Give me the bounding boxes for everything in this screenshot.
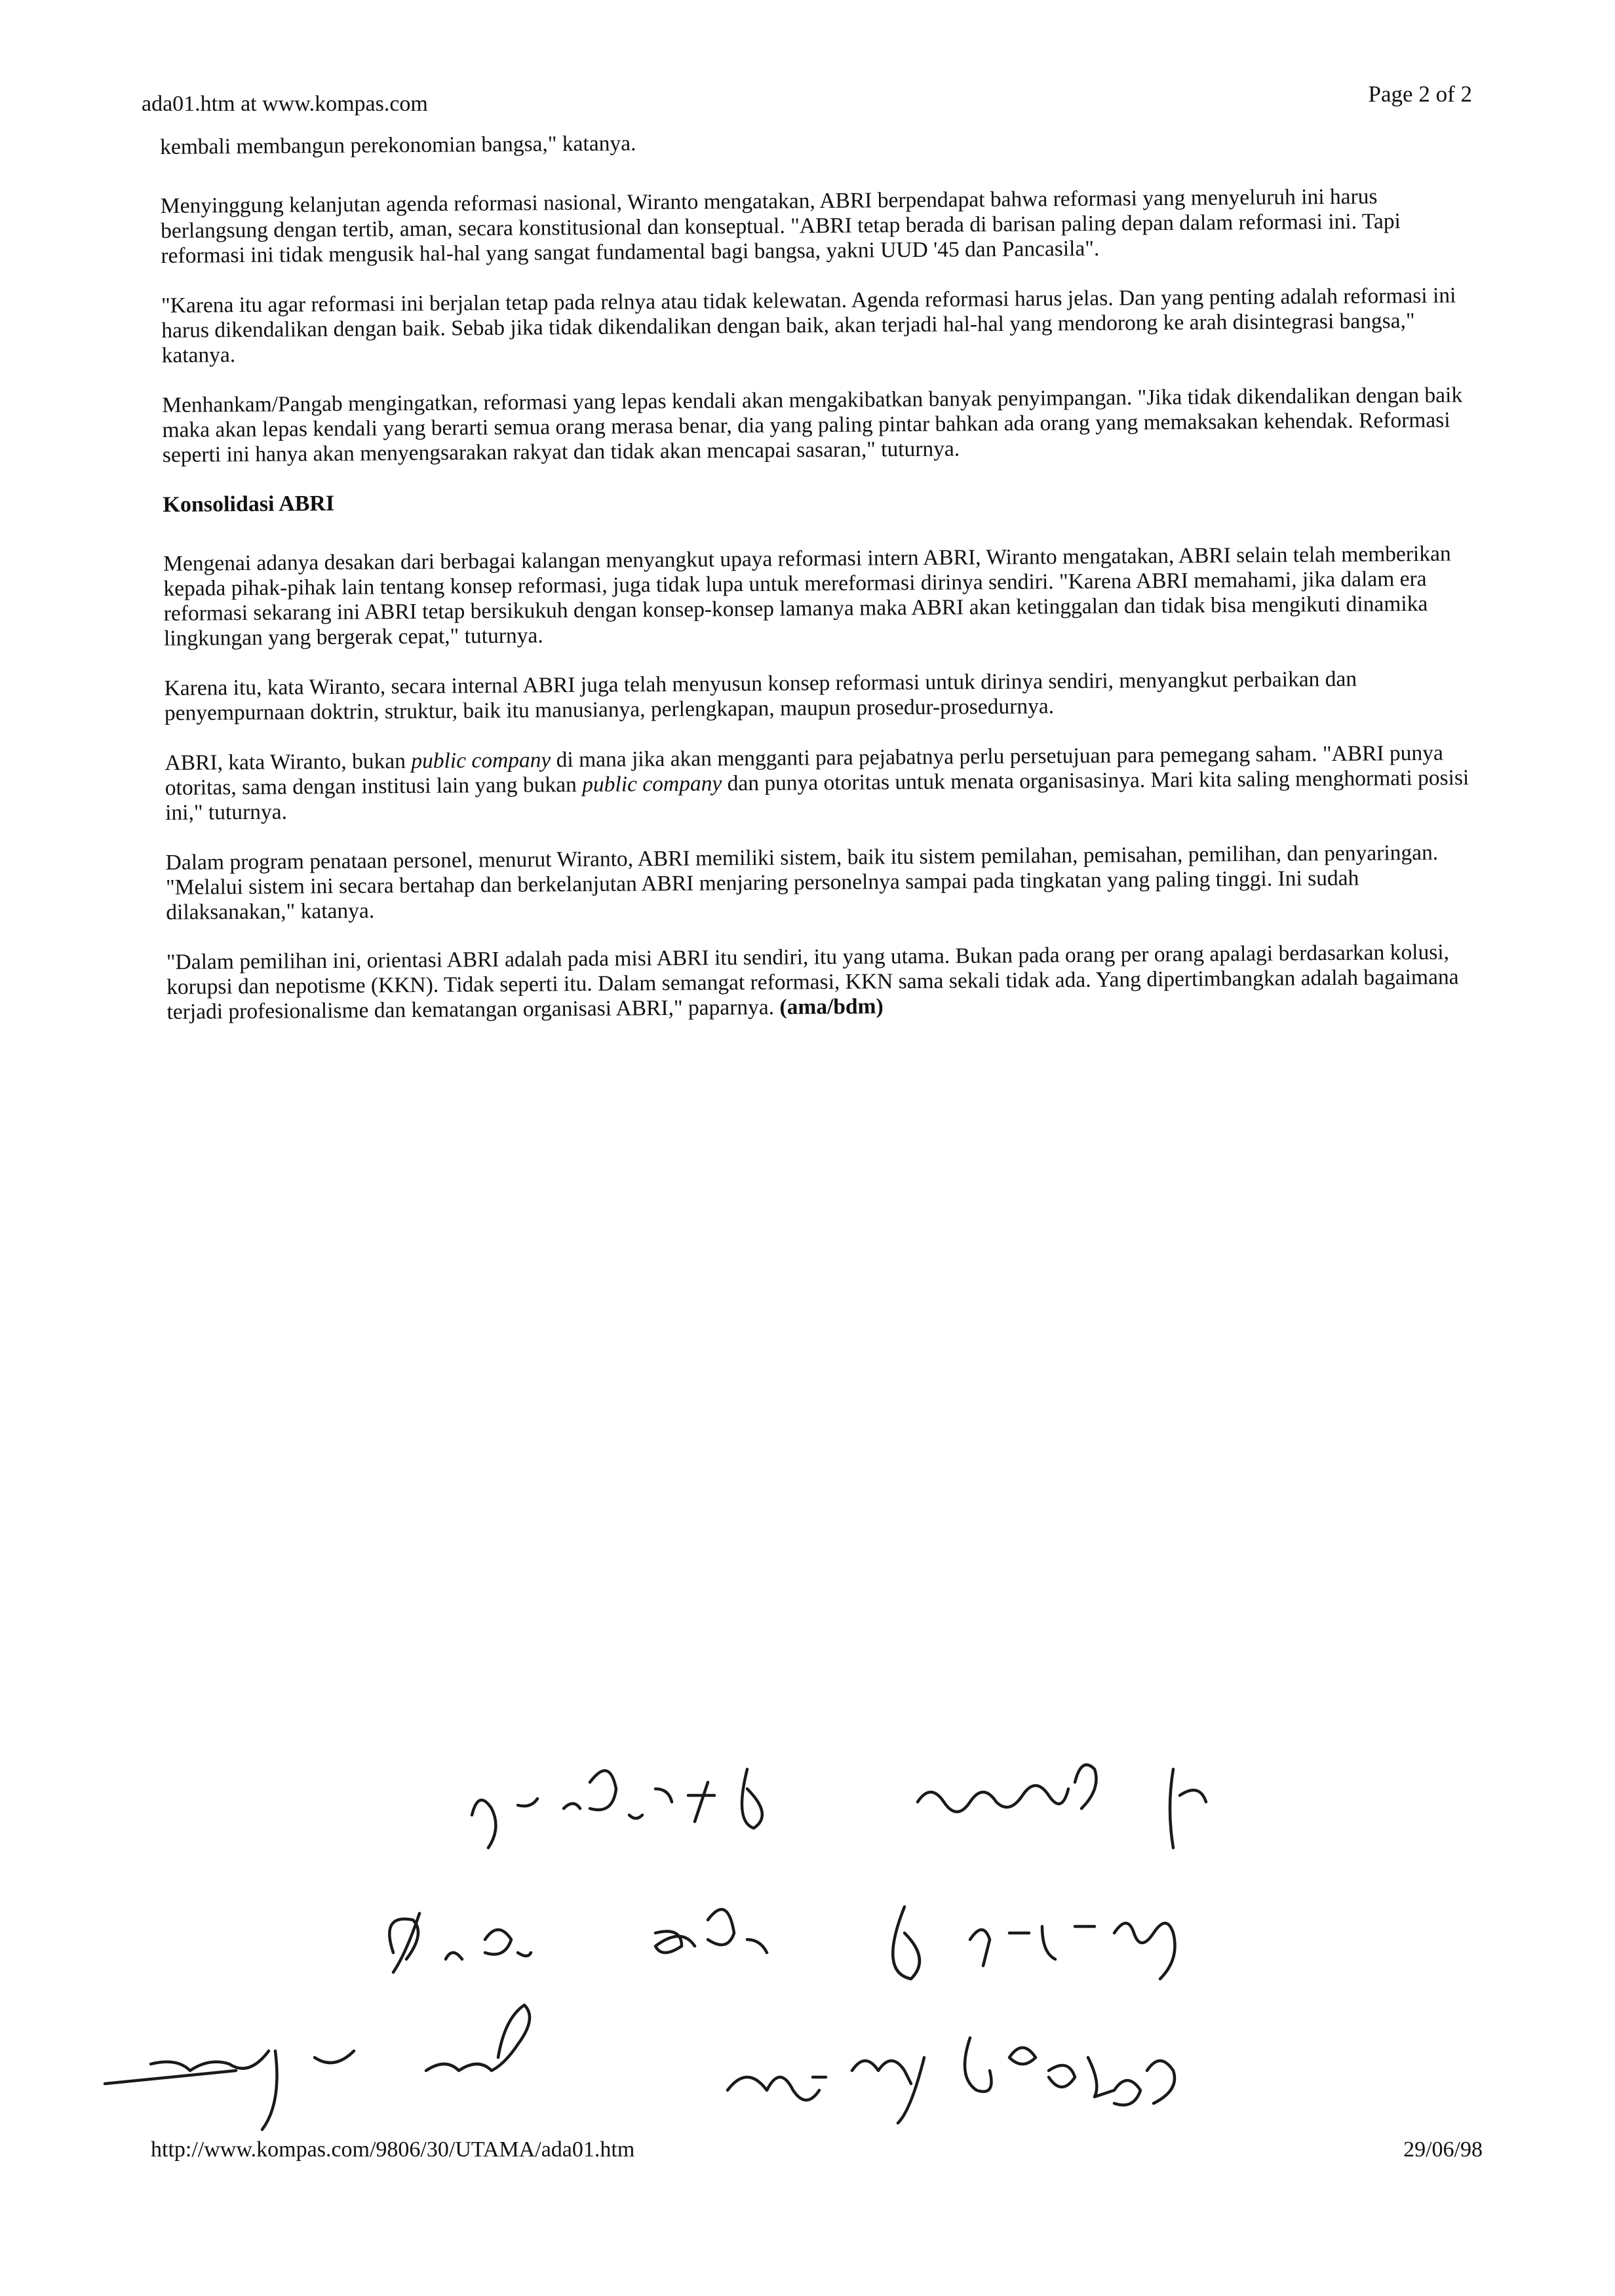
header-source: ada01.htm at www.kompas.com <box>142 92 428 116</box>
section-heading: Konsolidasi ABRI <box>163 491 335 517</box>
paragraph-6-italic-1: public company <box>411 748 551 774</box>
paragraph-0: kembali membangun perekonomian bangsa," katanya. <box>160 131 636 159</box>
paragraph-7: Dalam program penataan personel, menurut Wiranto, ABRI memiliki sistem, baik itu sistem pemilahan, pemisahan, pemilihan, dan penyaringan. "Melalui sistem ini secara bertahap dan berkelanjutan ABRI menjaring personelnya sampai pada tingkatan yang paling tinggi. Ini sudah dilaksanakan," katanya. <box>165 840 1439 925</box>
paragraph-6-part-b: di mana jika akan mengganti para pejabatnya perlu persetujuan para pemegang saham. "ABRI punya otoritas, sama dengan institusi lain yang bukan <box>165 740 1443 800</box>
page-number: Page 2 of 2 <box>1368 81 1472 107</box>
footer-date: 29/06/98 <box>1403 2137 1483 2162</box>
footer-url: http://www.kompas.com/9806/30/UTAMA/ada01.htm <box>151 2137 635 2162</box>
article-body <box>160 124 1471 1050</box>
paragraph-8-text: "Dalam pemilihan ini, orientasi ABRI adalah pada misi ABRI itu sendiri, itu yang utama. Bukan pada orang per orang apalagi berdasarkan kolusi, korupsi dan nepotisme (KKN). Tidak seperti itu. Dalam semangat reformasi, KKN sama sekali tidak ada. Yang dipertimbangkan adalah bagaimana terjadi profesionalisme dan kematangan organisasi ABRI," paparnya. <box>166 940 1459 1024</box>
paragraph-3: Menhankam/Pangab mengingatkan, reformasi yang lepas kendali akan mengakibatkan banyak penyimpangan. "Jika tidak dikendalikan dengan baik maka akan lepas kendali yang berarti semua orang merasa benar, dia yang paling pintar bahkan ada orang yang memaksakan kehendak. Reformasi seperti ini hanya akan menyengsarakan rakyat dan tidak akan mencapai sasaran," tuturnya. <box>162 383 1463 467</box>
paragraph-6-part-c: dan punya otoritas untuk menata organisasinya. Mari kita saling menghormati posisi ini," tuturnya. <box>165 765 1469 825</box>
paragraph-4: Mengenai adanya desakan dari berbagai kalangan menyangkut upaya reformasi intern ABRI, Wiranto mengatakan, ABRI selain telah memberikan kepada pihak-pihak lain tentang konsep reformasi, juga tidak lupa untuk mereformasi dirinya sendiri. "Karena ABRI memahami, jika dalam era reformasi sekarang ini ABRI tetap bersikukuh dengan konsep-konsep lamanya maka ABRI akan ketinggalan dan tidak bisa mengikuti dinamika lingkungan yang bergerak cepat," tuturnya. <box>163 541 1451 651</box>
paragraph-6-part-a: ABRI, kata Wiranto, bukan <box>165 749 412 775</box>
paragraph-6-italic-2: public company <box>582 771 722 797</box>
paragraph-5: Karena itu, kata Wiranto, secara internal ABRI juga telah menyusun konsep reformasi untuk dirinya sendiri, menyangkut perbaikan dan penyempurnaan doktrin, struktur, baik itu manusianya, perlengkapan, maupun prosedur-prosedurnya. <box>164 666 1357 725</box>
paragraph-6 <box>165 740 1469 826</box>
paragraph-2: "Karena itu agar reformasi ini berjalan tetap pada relnya atau tidak kelewatan. Agenda reformasi harus jelas. Dan yang penting adalah reformasi ini harus dikendalikan dengan baik. Sebab jika tidak dikendalikan dengan baik, akan terjadi hal-hal yang mendorong ke arah disintegrasi bangsa," katanya. <box>161 283 1456 368</box>
article-credit: (ama/bdm) <box>779 994 884 1020</box>
paragraph-8 <box>166 940 1471 1025</box>
paragraph-1: Menyinggung kelanjutan agenda reformasi nasional, Wiranto mengatakan, ABRI berpendapat bahwa reformasi yang menyeluruh ini harus berlangsung dengan tertib, aman, secara konstitusional dan konseptual. "ABRI tetap berada di barisan paling depan dalam reformasi ini. Tapi reformasi ini tidak mengusik hal-hal yang sangat fundamental bagi bangsa, yakni UUD '45 dan Pancasila". <box>160 184 1401 268</box>
